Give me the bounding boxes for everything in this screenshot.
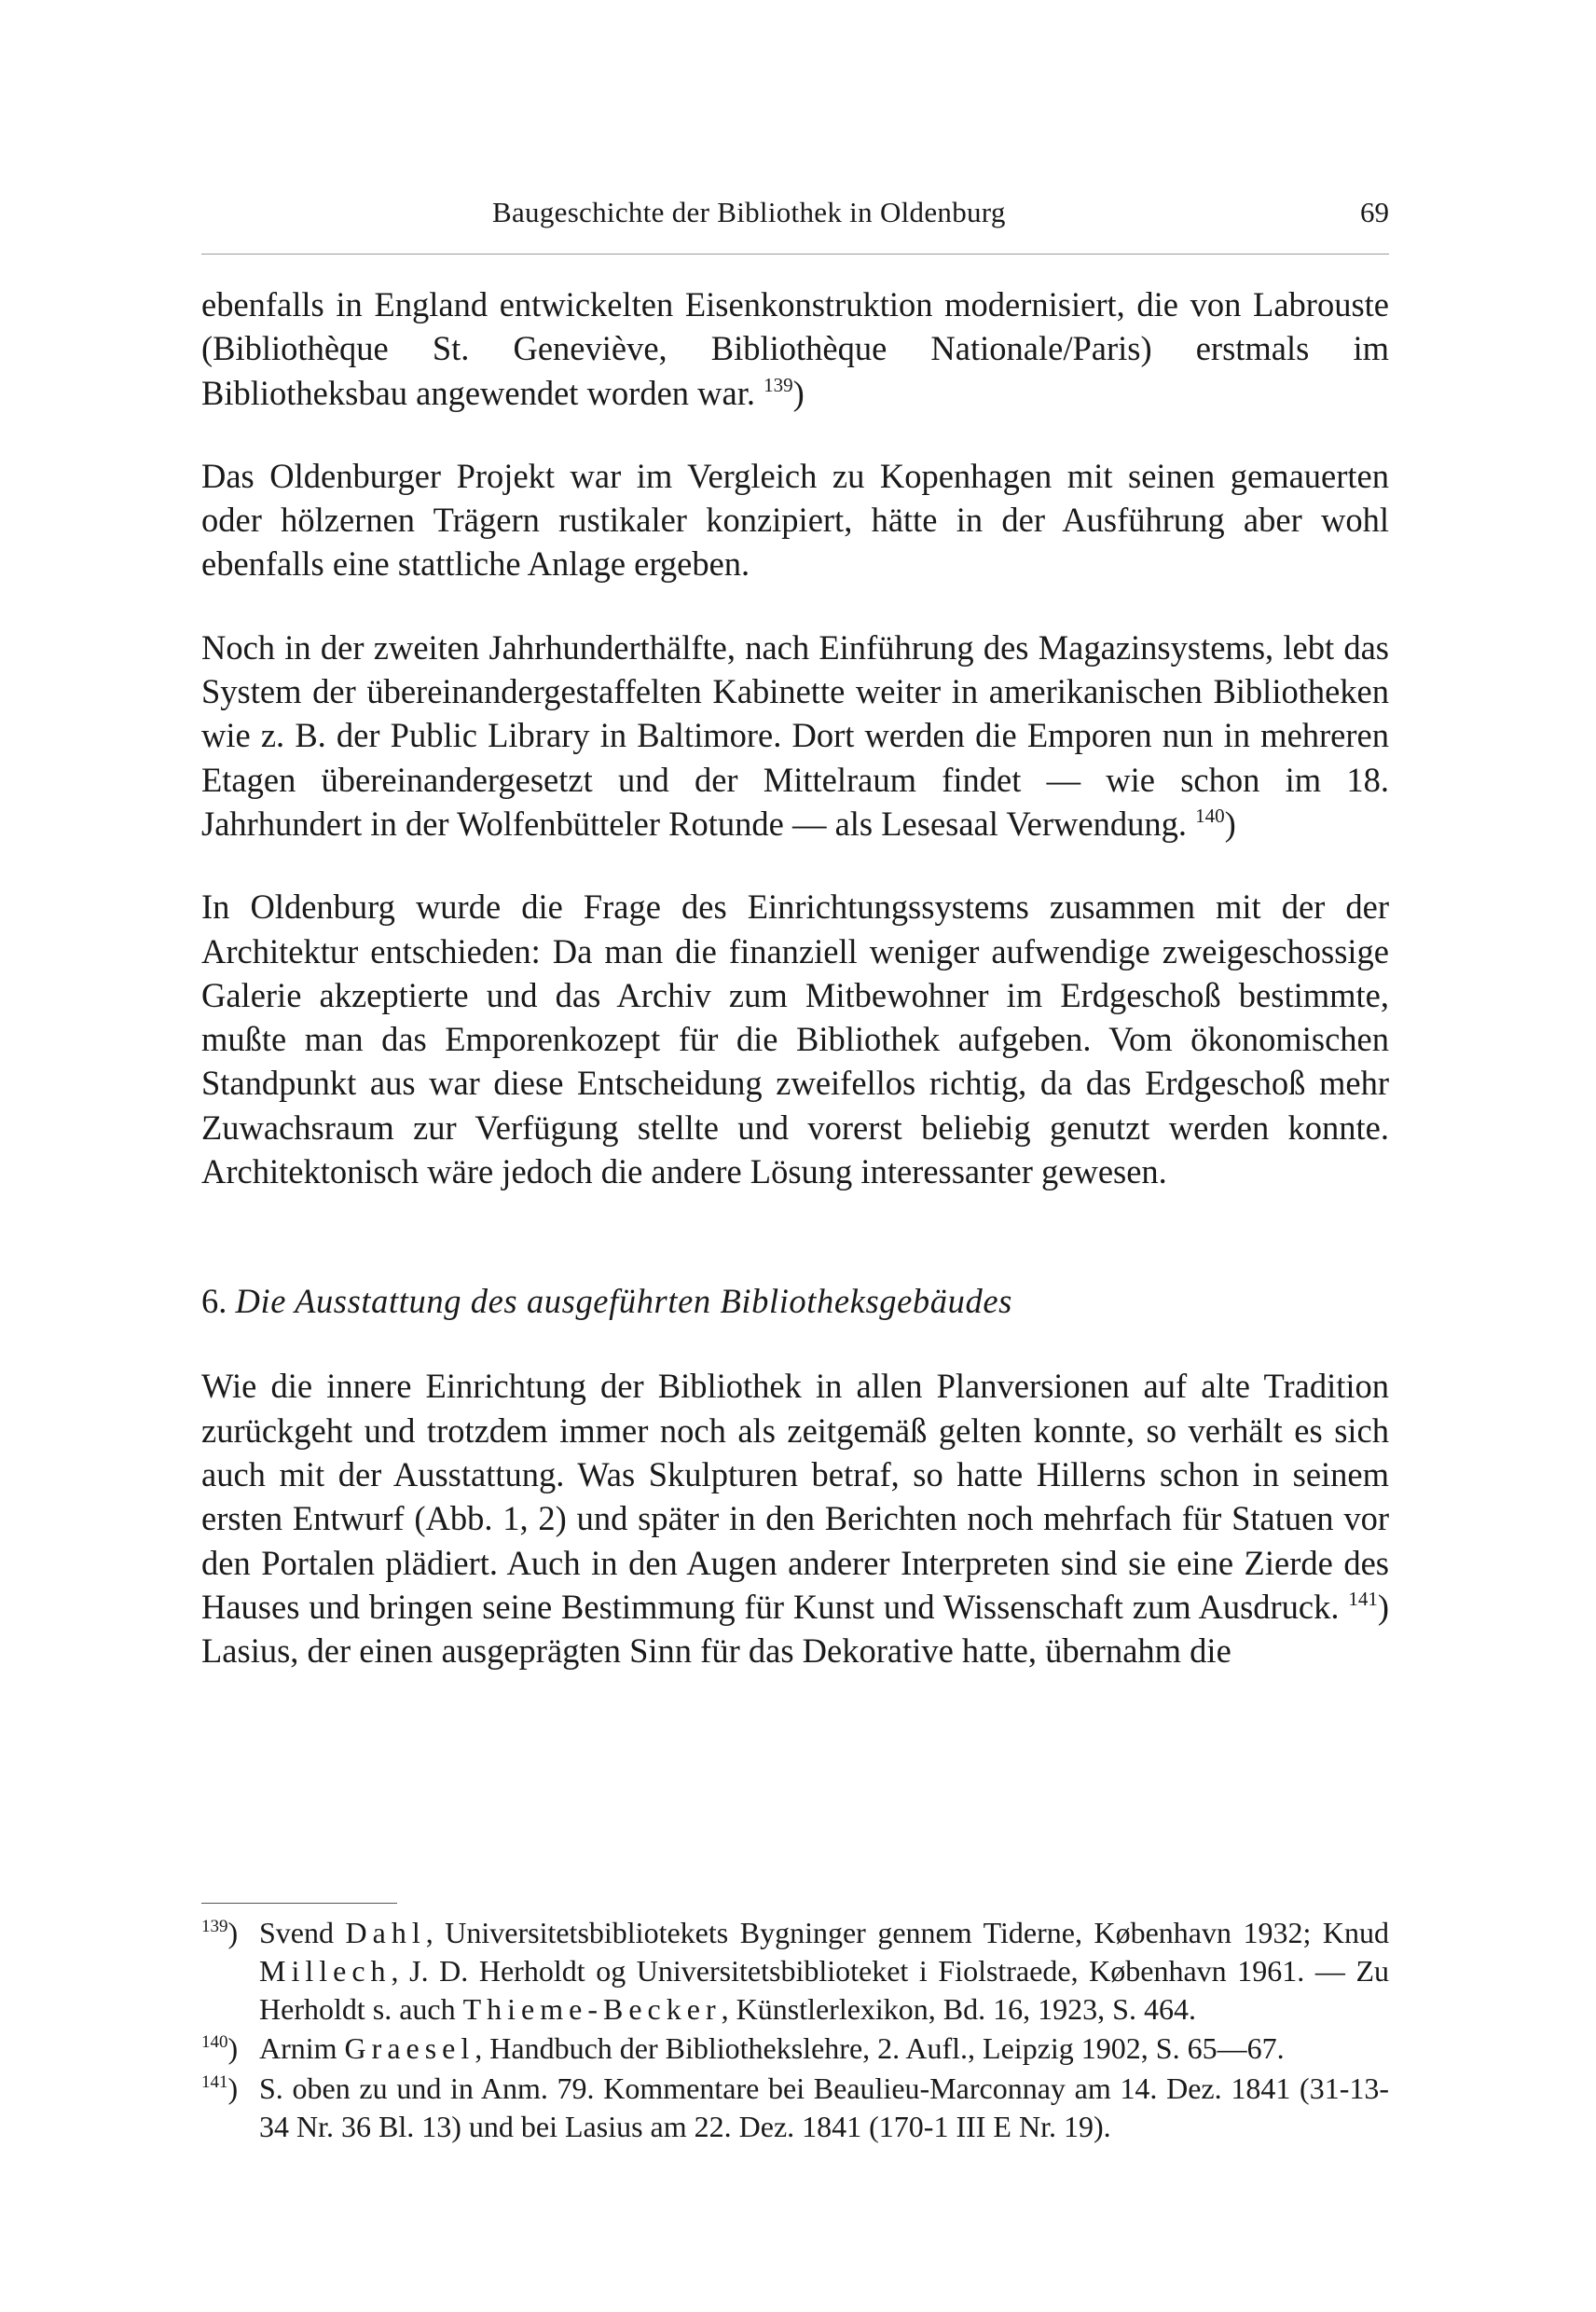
footnote-text bbox=[259, 1916, 1389, 2026]
running-head bbox=[201, 185, 1389, 237]
footnote-text-run: , Handbuch der Bibliothekslehre, 2. Aufl., Leipzig 1902, S. 65—67. bbox=[475, 2031, 1285, 2066]
footnote-mark: $^{139}$) bbox=[201, 1916, 239, 1949]
footnote-number: 139 bbox=[201, 1917, 228, 1936]
footnote-text bbox=[259, 2071, 1389, 2143]
footnote-text-run: , J. D. Herholdt og Universitetsbiblioteket i Fiolstraede, København 1961. — Zu Herholdt s. auch bbox=[259, 1953, 1389, 2026]
author-name: Millech bbox=[259, 1953, 392, 1988]
footnotes bbox=[201, 1914, 1389, 2148]
footnote bbox=[201, 1914, 1389, 2028]
paragraph bbox=[201, 885, 1389, 1193]
footnote-rule bbox=[201, 1903, 397, 1904]
paragraph-text: Noch in der zweiten Jahrhunderthälfte, nach Einführung des Magazinsystems, lebt das System der übereinandergestaffelten Kabinette weiter in amerikanischen Bibliotheken wie z. B. der Public Library in Baltimore. Dort werden die Emporen nun in mehreren Etagen übereinandergesetzt und der Mittelraum findet — wie schon im 18. Jahrhundert in der Wolfenbütteler Rotunde — als Lesesaal Verwendung. bbox=[201, 627, 1389, 843]
page-number: 69 bbox=[1360, 196, 1389, 228]
author-name: Thieme-Becker bbox=[462, 1991, 722, 2026]
paragraph bbox=[201, 454, 1389, 586]
paragraph-text: ebenfalls in England entwickelten Eisenkonstruktion modernisiert, die von Labrouste (Bibliothèque St. Geneviève, Bibliothèque Nationale/Paris) erstmals im Bibliotheksbau angewendet worden war. bbox=[201, 285, 1389, 412]
author-name: Dahl bbox=[345, 1916, 426, 1949]
running-title: Baugeschichte der Bibliothek in Oldenburg bbox=[492, 196, 1006, 228]
section-number: 6. bbox=[201, 1282, 227, 1321]
footnote bbox=[201, 2070, 1389, 2146]
footnote-text bbox=[259, 2031, 1285, 2065]
section-heading bbox=[201, 1279, 1389, 1323]
main-text bbox=[201, 282, 1389, 1672]
paragraph: ebenfalls in England entwickelten Eisenkonstruktion modernisiert, die von Labrouste (Bibliothèque St. Geneviève, Bibliothèque Nationale/Paris) erstmals im Bibliotheksbau angewendet worden war. $^{139}$) bbox=[201, 285, 1389, 412]
paragraph: Noch in der zweiten Jahrhunderthälfte, nach Einführung des Magazinsystems, lebt das System der übereinandergestaffelten Kabinette weiter in amerikanischen Bibliotheken wie z. B. der Public Library in Baltimore. Dort werden die Emporen nun in mehreren Etagen übereinandergesetzt und der Mittelraum findet — wie schon im 18. Jahrhundert in der Wolfenbütteler Rotunde — als Lesesaal Verwendung. $^{140}$) bbox=[201, 627, 1389, 843]
paragraph-text: Wie die innere Einrichtung der Bibliothek in allen Planversionen auf alte Tradition zurückgeht und trotzdem immer noch als zeitgemäß gelten konnte, so verhält es sich auch mit der Ausstattung. Was Skulpturen betraf, so hatte Hillerns schon in seinem ersten Entwurf (Abb. 1, 2) und später in den Berichten noch mehrfach für Statuen vor den Portalen plädiert. Auch in den Augen anderer Interpreten sind sie eine Zierde des Hauses und bringen seine Bestimmung für Kunst und Wissenschaft zum Ausdruck. bbox=[201, 1367, 1389, 1626]
footnote-text-run: Svend bbox=[259, 1916, 346, 1949]
footnote-number: 140 bbox=[201, 2032, 228, 2053]
section-title: Die Ausstattung des ausgeführten Bibliotheksgebäudes bbox=[235, 1282, 1012, 1321]
footnote-number: 141 bbox=[201, 2072, 228, 2093]
footnote-ref: 139 bbox=[764, 373, 793, 396]
footnote-ref: 140 bbox=[1195, 804, 1225, 827]
paragraph-text: Das Oldenburger Projekt war im Vergleich zu Kopenhagen mit seinen gemauerten oder hölzernen Trägern rustikaler konzipiert, hätte in der Ausführung aber wohl ebenfalls eine stattliche Anlage ergeben. bbox=[201, 456, 1389, 584]
paragraph: Wie die innere Einrichtung der Bibliothek in allen Planversionen auf alte Tradition zurückgeht und trotzdem immer noch als zeitgemäß gelten konnte, so verhält es sich auch mit der Ausstattung. Was Skulpturen betraf, so hatte Hillerns schon in seinem ersten Entwurf (Abb. 1, 2) und später in den Berichten noch mehrfach für Statuen vor den Portalen plädiert. Auch in den Augen anderer Interpreten sind sie eine Zierde des Hauses und bringen seine Bestimmung für Kunst und Wissenschaft zum Ausdruck. $^{141}$) Lasius, der einen ausgeprägten Sinn für das Dekorative hatte, übernahm die bbox=[201, 1367, 1389, 1671]
paragraph-text: In Oldenburg wurde die Frage des Einrichtungssystems zusammen mit der der Architektur entschieden: Da man die finanziell weniger aufwendige zweigeschossige Galerie akzeptierte und das Archiv zum Mitbewohner im Erdgeschoß bestimmte, mußte man das Emporenkozept für die Bibliothek aufgeben. Vom ökonomischen Standpunkt aus war diese Entscheidung zweifellos richtig, da das Erdgeschoß mehr Zuwachsraum zur Verfügung stellte und vorerst beliebig genutzt werden konnte. Architektonisch wäre jedoch die andere Lösung interessanter gewesen. bbox=[201, 888, 1389, 1191]
paragraph-continuation: Lasius, der einen ausgeprägten Sinn für das Dekorative hatte, übernahm die bbox=[201, 1631, 1231, 1671]
footnote-mark: $^{141}$) bbox=[201, 2071, 239, 2106]
footnote-text-run: S. oben zu und in Anm. 79. Kommentare bei Beaulieu-Marconnay am 14. Dez. 1841 (31-13-34 Nr. 36 Bl. 13) und bei Lasius am 22. Dez. 1841 (170-1 III E Nr. 19). bbox=[259, 2071, 1389, 2143]
footnote-ref: 141 bbox=[1348, 1587, 1378, 1610]
author-name: Graesel bbox=[344, 2031, 475, 2066]
footnote-text-run: Arnim bbox=[259, 2031, 345, 2066]
footnote-mark: $^{140}$) bbox=[201, 2031, 239, 2066]
footnote-text-run: , Künstlerlexikon, Bd. 16, 1923, S. 464. bbox=[721, 1991, 1196, 2026]
footnote-text-run: , Universitetsbibliotekets Bygninger gennem Tiderne, København 1932; Knud bbox=[425, 1916, 1390, 1949]
footnote bbox=[201, 2030, 1389, 2068]
header-rule bbox=[201, 254, 1389, 255]
